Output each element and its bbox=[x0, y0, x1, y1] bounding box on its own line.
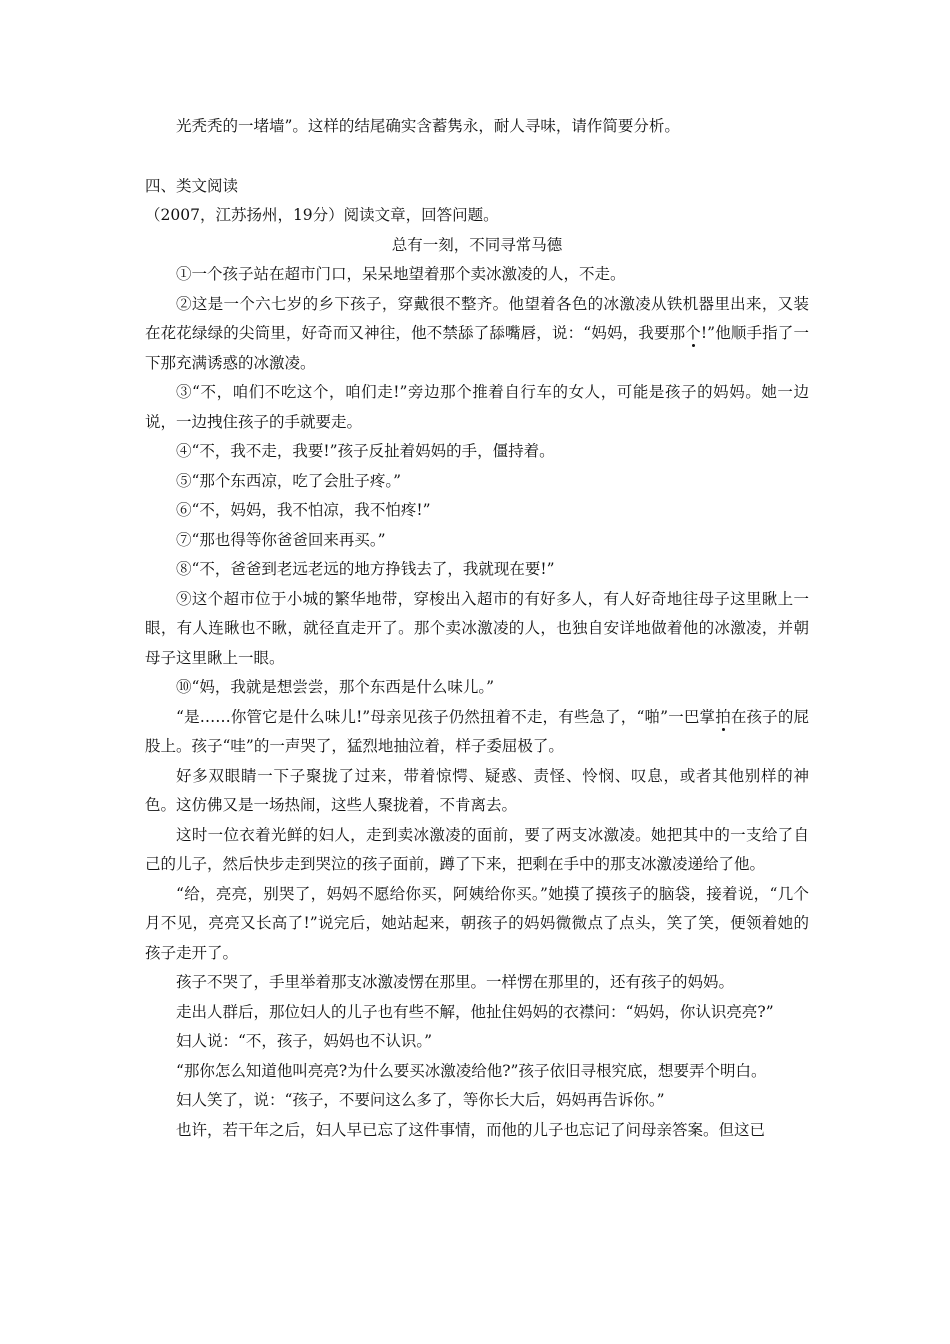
source-line: （2007，江苏扬州，19分）阅读文章，回答问题。 bbox=[145, 206, 499, 224]
paragraph-4: ④“不，我不走，我要!”孩子反扯着妈妈的手，僵持着。 bbox=[176, 442, 555, 460]
previous-question-tail: 光秃秃的一堵墙”。这样的结尾确实含蓄隽永，耐人寻味，请作简要分析。 bbox=[176, 117, 680, 135]
paragraph-5: ⑤“那个东西凉，吃了会肚子疼。” bbox=[176, 471, 402, 490]
paragraph-2 bbox=[145, 290, 809, 379]
paragraph-9: ⑨这个超市位于小城的繁华地带，穿梭出入超市的有好多人，有人好奇地往母子这里瞅上一眼，有人连瞅也不瞅，就径直走开了。那个卖冰激凌的人，也独自安详地做着他的冰激凌，并朝母子这里瞅上一眼。 bbox=[145, 589, 809, 667]
section-spacer bbox=[145, 142, 809, 172]
emphasis-dot-char: 个 bbox=[685, 324, 701, 342]
section-heading: 四、类文阅读 bbox=[145, 176, 239, 195]
paragraph-20: 也许，若干年之后，妇人早已忘了这件事情，而他的儿子也忘记了问母亲答案。但这已 bbox=[176, 1120, 766, 1139]
paragraph-3: ③“不，咱们不吃这个，咱们走!”旁边那个推着自行车的女人，可能是孩子的妈妈。她一边说，一边拽住孩子的手就要走。 bbox=[145, 383, 809, 431]
paragraph-7: ⑦“那也得等你爸爸回来再买。” bbox=[176, 530, 386, 549]
paragraph-11-text-a: “是……你管它是什么味儿!”母亲见孩子仍然扭着不走，有些急了，“啪”一巴掌 bbox=[176, 707, 716, 726]
paragraph-10: ⑩“妈，我就是想尝尝，那个东西是什么味儿。” bbox=[176, 678, 495, 696]
paragraph-17: 妇人说：“不，孩子，妈妈也不认识。” bbox=[176, 1032, 433, 1050]
document-body bbox=[145, 112, 809, 1145]
paragraph-14: “给，亮亮，别哭了，妈妈不愿给你买，阿姨给你买。”她摸了摸孩子的脑袋，接着说，“几个月不见，亮亮又长高了!”说完后，她站起来，朝孩子的妈妈微微点了点头，笑了笑，便领着她的孩子走开了。 bbox=[145, 884, 809, 962]
paragraph-8: ⑧“不，爸爸到老远老远的地方挣钱去了，我就现在要!” bbox=[176, 560, 555, 578]
paragraph-11-text-b: 在孩子的屁股上。孩子“哇”的一声哭了，猛烈地抽泣着，样子委屈极了。 bbox=[145, 707, 809, 755]
emphasis-dot-char: 拍 bbox=[715, 707, 731, 726]
paragraph-11 bbox=[145, 703, 809, 762]
paragraph-12: 好多双眼睛一下子聚拢了过来，带着惊愕、疑惑、责怪、怜悯、叹息，或者其他别样的神色。这仿佛又是一场热闹，这些人聚拢着，不肯离去。 bbox=[145, 766, 809, 814]
article-title: 总有一刻，不同寻常马德 bbox=[391, 235, 563, 254]
paragraph-1: ①一个孩子站在超市门口，呆呆地望着那个卖冰激凌的人，不走。 bbox=[176, 265, 626, 283]
paragraph-16: 走出人群后，那位妇人的儿子也有些不解，他扯住妈妈的衣襟问：“妈妈，你认识亮亮?” bbox=[176, 1002, 774, 1021]
paragraph-2-text-b: !”他顺手指了一下那充满诱惑的冰激凌。 bbox=[145, 324, 809, 372]
paragraph-6: ⑥“不，妈妈，我不怕凉，我不怕疼!” bbox=[176, 501, 431, 519]
paragraph-18: “那你怎么知道他叫亮亮?为什么要买冰激凌给他?”孩子依旧寻根究底，想要弄个明白。 bbox=[176, 1061, 767, 1080]
paragraph-2-text-a: ②这是一个六七岁的乡下孩子，穿戴很不整齐。他望着各色的冰激凌从铁机器里出来，又装在花花绿绿的尖筒里，好奇而又神往，他不禁舔了舔嘴唇，说：“妈妈，我要那 bbox=[145, 294, 809, 342]
paragraph-19: 妇人笑了，说：“孩子，不要问这么多了，等你长大后，妈妈再告诉你。” bbox=[176, 1091, 665, 1109]
paragraph-13: 这时一位衣着光鲜的妇人，走到卖冰激凌的面前，要了两支冰激凌。她把其中的一支给了自己的儿子，然后快步走到哭泣的孩子面前，蹲了下来，把剩在手中的那支冰激凌递给了他。 bbox=[145, 825, 809, 873]
paragraph-15: 孩子不哭了，手里举着那支冰激凌愣在那里。一样愣在那里的，还有孩子的妈妈。 bbox=[176, 973, 735, 991]
